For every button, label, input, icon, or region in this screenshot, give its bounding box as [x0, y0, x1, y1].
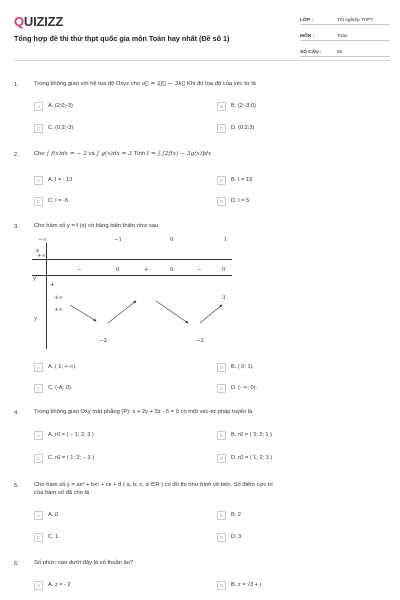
option-a[interactable] [34, 580, 184, 590]
question-number: 3. [14, 224, 19, 230]
option-label: A. (2;0;-3) [48, 103, 73, 109]
yprime-zero: 0 [116, 267, 120, 273]
option-letter-box: A [34, 363, 43, 372]
question-number: 4. [14, 410, 19, 416]
option-letter-box: D [217, 124, 226, 133]
y-value: −2 [99, 338, 107, 344]
option-letter-box: A [34, 102, 43, 111]
option-letter-box: B [217, 431, 226, 440]
option-d[interactable] [217, 123, 367, 133]
option-label: D. 3 [231, 534, 242, 540]
question-text [34, 81, 256, 89]
question-text: Cho hàm số y = ax³ + bx² + cx + d ( a, b, c, d ∈R ) có đồ thị như hình vẽ bên. Số điểm cực trị [34, 482, 273, 488]
meta-panel [300, 14, 390, 62]
variation-table [32, 237, 232, 349]
arrow-down [70, 305, 96, 321]
arrow-up [200, 305, 222, 323]
option-letter-box: C [34, 454, 43, 463]
arrow-down [156, 301, 188, 323]
page-title: Tổng hợp đề thi thử thpt quốc gia môn Toán hay nhất (Đề số 1) [14, 34, 230, 43]
question-math: I = ∫ [2f(x) − 3g(x)]dx [146, 151, 212, 157]
option-label: C. (-A; 0). [48, 385, 73, 391]
yprime-zero: 0 [170, 267, 174, 273]
option-d[interactable] [217, 383, 367, 393]
option-label: B. n₃⃗ = ( 3; 2; 1 ) [231, 432, 272, 438]
question-text-part: và [88, 151, 95, 157]
option-d[interactable] [217, 196, 367, 206]
option-letter-box: C [34, 124, 43, 133]
option-label: B. I = 13 [231, 177, 252, 183]
quizizz-logo [14, 14, 63, 29]
option-letter-box: B [217, 363, 226, 372]
question-number: 5. [14, 483, 19, 489]
question-math: ∫ g(x)dx = 3 [96, 151, 132, 157]
option-label: B. ( 0; 1). [231, 364, 255, 370]
question-text: Cho hàm số y = f (x) có bảng biến thiên như sau [34, 223, 159, 229]
option-b[interactable] [217, 175, 367, 185]
option-letter-box: A [34, 581, 43, 590]
logo-q: Q [14, 14, 24, 29]
option-label: C. n₄⃗ = ( 1; 2; − 3 ) [48, 455, 95, 461]
option-a[interactable] [34, 430, 184, 440]
option-label: C. I = -5 [48, 198, 69, 204]
option-label: A. z = - 2 [48, 582, 71, 588]
option-b[interactable] [217, 362, 367, 372]
y-value: −2 [196, 338, 204, 344]
yprime-sign: − [77, 267, 82, 273]
meta-value: 50 [337, 50, 343, 55]
option-label: A. I = - 13 [48, 177, 73, 183]
option-b[interactable] [217, 430, 367, 440]
meta-label: LỚP : [300, 18, 314, 23]
meta-value: Tốt nghiệp THPT [337, 18, 374, 23]
meta-label: SỐ CÂU : [300, 50, 322, 55]
option-label: C. 1 [48, 534, 59, 540]
option-label: B. (2;-3;0) [231, 103, 256, 109]
option-letter-box: A [34, 431, 43, 440]
yprime-label: y' [33, 276, 38, 282]
x-label: x [36, 248, 40, 254]
x-value: 0 [170, 237, 174, 243]
option-d[interactable] [217, 453, 367, 463]
question-text: Số phức nào dưới đây là số thuần ảo? [34, 560, 134, 566]
yprime-sign: + [50, 282, 55, 288]
option-label: D. (0;2;3) [231, 125, 255, 131]
option-label: A. 0 [48, 512, 58, 518]
option-d[interactable] [217, 532, 367, 542]
option-letter-box: C [34, 533, 43, 542]
header-divider [14, 60, 390, 61]
option-b[interactable] [217, 510, 367, 520]
option-letter-box: B [217, 581, 226, 590]
question-number: 6. [14, 561, 19, 567]
option-letter-box: B [217, 511, 226, 520]
option-label: B. 2 [231, 512, 241, 518]
option-letter-box: A [34, 511, 43, 520]
option-letter-box: D [217, 197, 226, 206]
question-text-part: Cho [34, 151, 45, 157]
y-value: +∞ [54, 295, 64, 301]
option-a[interactable] [34, 101, 184, 111]
option-label: D. n₂⃗ = ( 1; 2; 3 ) [231, 455, 273, 461]
question-number: 1. [14, 82, 19, 88]
question-text-part: Tính [133, 151, 146, 157]
question-math: ∫ f(x)dx = − 2 [46, 151, 87, 157]
question-text: Trong không gian Oxy mặt phẳng (P): x + 2y + 3z - 5 = 0 có một véc-tơ pháp tuyến là [34, 409, 253, 415]
option-letter-box: B [217, 176, 226, 185]
x-value: +∞ [37, 253, 47, 259]
option-c[interactable] [34, 123, 184, 133]
question-text-line2: của hàm số đã cho là [34, 490, 90, 496]
x-value: 1 [224, 237, 228, 243]
question-text-part: Trong không gian với hệ tọa độ Oxyz cho [34, 81, 141, 87]
option-a[interactable] [34, 510, 184, 520]
variation-arrows [32, 243, 232, 349]
option-label: D. (- ∞; 0). [231, 385, 258, 391]
question-number: 2. [14, 152, 19, 158]
arrow-up [108, 301, 136, 323]
option-letter-box: C [34, 197, 43, 206]
x-value: −1 [114, 237, 122, 243]
option-a[interactable] [34, 362, 184, 372]
option-c[interactable] [34, 453, 184, 463]
yprime-sign: + [144, 267, 149, 273]
logo-rest: UIZIZZ [23, 14, 64, 29]
question-text [34, 151, 211, 159]
meta-row-count [300, 46, 390, 57]
option-letter-box: B [217, 102, 226, 111]
option-label: B. z = √3 + i [231, 582, 261, 588]
option-label: A. n₁⃗ = ( − 1; 2; 3 ) [48, 432, 94, 438]
question-text-part: Khi đó tọa độ của véc tơ là [186, 81, 256, 87]
option-b[interactable] [217, 101, 367, 111]
option-letter-box: A [34, 176, 43, 185]
yprime-zero: 0 [222, 267, 226, 273]
option-c[interactable] [34, 383, 184, 393]
option-label: D. I = 5 [231, 198, 250, 204]
option-letter-box: D [217, 384, 226, 393]
option-b[interactable] [217, 580, 367, 590]
meta-value: Toán [337, 34, 348, 39]
question-math: a⃗ = 2j⃗ − 3k⃗ [141, 81, 186, 87]
option-letter-box: C [34, 384, 43, 393]
option-c[interactable] [34, 196, 184, 206]
y-value: 3 [222, 295, 226, 301]
option-letter-box: D [217, 454, 226, 463]
y-value: +∞ [54, 307, 64, 313]
option-label: C. (0;2;-3) [48, 125, 74, 131]
x-value: −∞ [38, 237, 48, 243]
yprime-sign: − [197, 267, 202, 273]
meta-row-class [300, 14, 390, 25]
option-label: A. ( 1; + ∞). [48, 364, 77, 370]
y-label: y [34, 316, 38, 322]
option-a[interactable] [34, 175, 184, 185]
meta-row-subject [300, 30, 390, 41]
option-letter-box: D [217, 533, 226, 542]
option-c[interactable] [34, 532, 184, 542]
meta-label: MÔN : [300, 34, 315, 39]
